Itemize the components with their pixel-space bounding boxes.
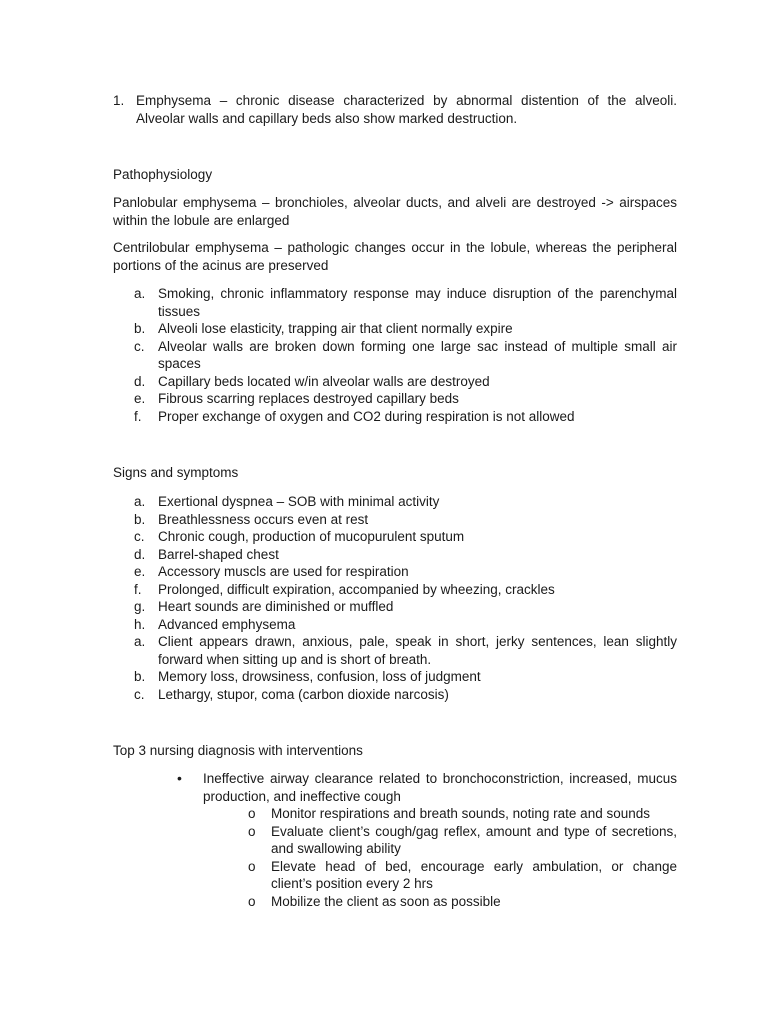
list-marker: h. — [134, 616, 146, 632]
list-marker: e. — [134, 391, 146, 406]
list-item — [134, 633, 677, 668]
list-marker: b. — [134, 511, 146, 527]
list-marker: a. — [134, 286, 146, 301]
circle-bullet-icon: o — [248, 806, 256, 821]
paragraph-text: Centrilobular emphysema – pathologic changes occur in the lobule, whereas the peripheral portions of the acinus are preserved — [113, 240, 677, 273]
signs-list — [134, 493, 677, 703]
list-marker: c. — [134, 338, 145, 354]
heading-text: Pathophysiology — [113, 167, 213, 182]
list-marker: a. — [134, 634, 146, 649]
heading-text: Top 3 nursing diagnosis with interventions — [113, 743, 363, 758]
list-marker: c. — [134, 686, 145, 702]
list-item-text: Exertional dyspnea – SOB with minimal activity — [158, 494, 440, 509]
list-item — [134, 686, 677, 704]
numbered-item-emphysema — [113, 92, 677, 127]
interventions-list — [248, 805, 677, 910]
list-item — [134, 581, 677, 599]
section-heading-signs-and-symptoms — [113, 464, 677, 482]
intervention-item — [248, 893, 677, 911]
list-item-text: Alveolar walls are broken down forming one large sac instead of multiple small air spaces — [158, 338, 677, 371]
list-item — [134, 546, 677, 564]
list-marker: c. — [134, 529, 145, 544]
list-item — [134, 511, 677, 529]
emphysema-definition: Emphysema – chronic disease characterized by abnormal distention of the alveoli. Alveolar walls and capillary beds also show marked destruction. — [136, 93, 677, 126]
circle-bullet-icon: o — [248, 893, 256, 909]
list-item — [134, 616, 677, 704]
paragraph-text: Panlobular emphysema – bronchioles, alveolar ducts, and alveli are destroyed -> airspaces within the lobule are enlarged — [113, 195, 677, 228]
list-marker: f. — [134, 408, 142, 424]
intervention-item — [248, 823, 677, 858]
list-item — [134, 668, 677, 686]
section-heading-nursing-diagnosis — [113, 742, 677, 760]
list-marker: e. — [134, 564, 146, 579]
list-item — [134, 320, 677, 338]
bullet-icon: • — [177, 770, 182, 786]
intervention-text: Monitor respirations and breath sounds, noting rate and sounds — [271, 806, 650, 821]
list-item-text: Prolonged, difficult expiration, accompanied by wheezing, crackles — [158, 581, 555, 597]
list-marker: b. — [134, 669, 146, 684]
list-marker: d. — [134, 373, 146, 389]
list-item — [134, 563, 677, 581]
list-item-text: Proper exchange of oxygen and CO2 during respiration is not allowed — [158, 408, 575, 424]
list-item-text: Heart sounds are diminished or muffled — [158, 599, 394, 614]
circle-bullet-icon: o — [248, 823, 256, 839]
list-item-text: Fibrous scarring replaces destroyed capillary beds — [158, 391, 459, 406]
list-item-text: Chronic cough, production of mucopurulent sputum — [158, 529, 465, 544]
intervention-text: Elevate head of bed, encourage early ambulation, or change client’s position every 2 hrs — [271, 858, 677, 891]
list-item — [134, 285, 677, 320]
list-item-text: Lethargy, stupor, coma (carbon dioxide narcosis) — [158, 686, 449, 702]
list-item-text: Advanced emphysema — [158, 616, 296, 632]
list-item-text: Accessory muscls are used for respiration — [158, 564, 409, 579]
list-marker: a. — [134, 494, 146, 509]
list-number: 1. — [113, 93, 125, 108]
section-heading-pathophysiology — [113, 166, 677, 184]
pathophysiology-list — [134, 285, 677, 425]
list-item-text: Alveoli lose elasticity, trapping air that client normally expire — [158, 321, 513, 336]
list-item-text: Client appears drawn, anxious, pale, speak in short, jerky sentences, lean slightly forward when sitting up and is short of breath. — [158, 634, 677, 667]
list-item — [134, 373, 677, 391]
intervention-item — [248, 858, 677, 893]
diagnosis-text: Ineffective airway clearance related to bronchoconstriction, increased, mucus production, and ineffective cough — [203, 771, 677, 804]
centrilobular-paragraph — [113, 239, 677, 274]
list-item — [134, 598, 677, 616]
diagnosis-item — [177, 770, 677, 910]
intervention-item — [248, 805, 677, 823]
list-item-text: Memory loss, drowsiness, confusion, loss of judgment — [158, 669, 481, 684]
intervention-text: Evaluate client’s cough/gag reflex, amount and type of secretions, and swallowing ability — [271, 823, 677, 856]
list-marker: g. — [134, 599, 146, 614]
panlobular-paragraph — [113, 194, 677, 229]
list-item — [134, 390, 677, 408]
list-marker: b. — [134, 321, 146, 336]
list-item-text: Smoking, chronic inflammatory response may induce disruption of the parenchymal tissues — [158, 286, 677, 319]
heading-text: Signs and symptoms — [113, 465, 239, 480]
list-item-text: Breathlessness occurs even at rest — [158, 511, 369, 527]
circle-bullet-icon: o — [248, 858, 256, 874]
list-item — [134, 408, 677, 426]
list-item-text: Capillary beds located w/in alveolar walls are destroyed — [158, 373, 490, 389]
nursing-diagnosis-list — [177, 770, 677, 910]
advanced-emphysema-sub-list — [134, 633, 677, 703]
list-item — [134, 338, 677, 373]
list-item-text: Barrel-shaped chest — [158, 546, 279, 562]
list-marker: f. — [134, 581, 142, 597]
list-marker: d. — [134, 546, 146, 562]
list-item — [134, 493, 677, 511]
list-item — [134, 528, 677, 546]
intervention-text: Mobilize the client as soon as possible — [271, 893, 501, 909]
